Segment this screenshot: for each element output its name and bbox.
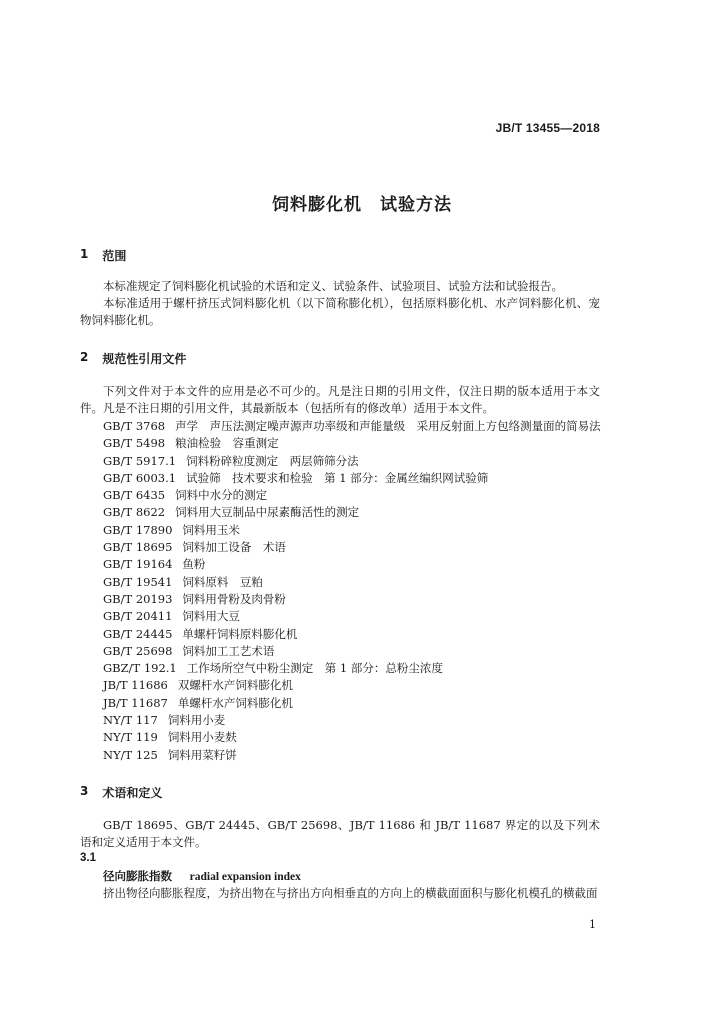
- reference-item: [103, 574, 601, 591]
- standard-code: JB/T 13455—2018: [495, 121, 600, 135]
- reference-item: [103, 695, 601, 712]
- scope-paragraph-2: 本标准适用于螺杆挤压式饲料膨化机（以下简称膨化机），包括原料膨化机、水产饲料膨化机、宠物饲料膨化机。: [80, 296, 600, 327]
- reference-title: 饲料用玉米: [182, 522, 240, 537]
- scope-paragraph-1: 本标准规定了饲料膨化机试验的术语和定义、试验条件、试验项目、试验方法和试验报告。: [103, 279, 563, 293]
- reference-title: 工作场所空气中粉尘测定 第 1 部分：总粉尘浓度: [186, 661, 443, 676]
- reference-item: [103, 435, 601, 452]
- term-name-zh: 径向膨胀指数: [103, 869, 172, 883]
- reference-code: GBZ/T 192.1: [103, 661, 177, 676]
- section-heading-terms-definitions: [80, 784, 162, 801]
- reference-item: [103, 712, 601, 729]
- reference-title: 饲料用菜籽饼: [167, 747, 237, 762]
- reference-item: [103, 539, 601, 556]
- section-number: 1: [80, 247, 89, 261]
- reference-title: 粮油检验 容重测定: [175, 436, 279, 451]
- reference-title: 鱼粉: [182, 557, 206, 572]
- reference-title: 声学 声压法测定噪声源声功率级和声能量级 采用反射面上方包络测量面的简易法: [175, 419, 601, 433]
- reference-title: 单螺杆饲料原料膨化机: [182, 626, 298, 641]
- reference-code: NY/T 119: [103, 730, 158, 745]
- reference-title: 饲料用大豆制品中尿素酶活性的测定: [175, 505, 360, 520]
- terms-intro: GB/T 18695、GB/T 24445、GB/T 25698、JB/T 11686 和 JB/T 11687 界定的以及下列术语和定义适用于本文件。: [80, 818, 600, 849]
- term-heading: [103, 868, 301, 886]
- reference-title: 饲料原料 豆粕: [182, 574, 263, 589]
- reference-title: 饲料加工设备 术语: [182, 540, 286, 555]
- reference-item: [103, 470, 601, 487]
- reference-item: [103, 677, 601, 694]
- reference-code: GB/T 6435: [103, 488, 166, 503]
- section-heading-scope: [80, 247, 126, 264]
- reference-item: [103, 626, 601, 643]
- reference-title: 饲料粉碎粒度测定 两层筛筛分法: [186, 453, 359, 468]
- reference-code: GB/T 19164: [103, 557, 173, 572]
- reference-code: GB/T 20411: [103, 609, 173, 624]
- document-title: 饲料膨化机 试验方法: [272, 195, 452, 215]
- reference-code: GB/T 17890: [103, 522, 173, 537]
- reference-title: 饲料加工工艺术语: [182, 643, 275, 658]
- reference-code: JB/T 11686: [103, 678, 168, 693]
- reference-title: 饲料用骨粉及肉骨粉: [182, 591, 286, 606]
- reference-code: GB/T 5917.1: [103, 453, 177, 468]
- reference-item: [103, 453, 601, 470]
- reference-title: 饲料用小麦麸: [167, 730, 237, 745]
- reference-item: [103, 522, 601, 539]
- section-number: 3: [80, 784, 89, 798]
- page-number: 1: [589, 918, 596, 931]
- section-title: 术语和定义: [102, 786, 163, 800]
- reference-item: [103, 418, 601, 435]
- term-number: 3.1: [80, 852, 96, 864]
- reference-item: [103, 729, 601, 746]
- reference-item: [103, 487, 601, 504]
- reference-title: 饲料用大豆: [182, 609, 240, 624]
- reference-title: 饲料中水分的测定: [175, 488, 268, 503]
- reference-list: [103, 418, 601, 764]
- reference-code: GB/T 19541: [103, 574, 173, 589]
- term-definition: 挤出物径向膨胀程度，为挤出物在与挤出方向相垂直的方向上的横截面面积与膨化机模孔的横截面: [103, 886, 598, 900]
- reference-title: 饲料用小麦: [167, 713, 226, 728]
- reference-code: GB/T 20193: [103, 591, 173, 606]
- reference-code: GB/T 3768: [103, 419, 166, 433]
- reference-code: NY/T 125: [103, 747, 158, 762]
- term-name-en: radial expansion index: [189, 871, 301, 883]
- reference-code: GB/T 18695: [103, 540, 173, 555]
- reference-code: JB/T 11687: [103, 695, 168, 710]
- reference-title: 双螺杆水产饲料膨化机: [177, 678, 293, 693]
- section-title: 规范性引用文件: [102, 352, 187, 366]
- reference-title: 单螺杆水产饲料膨化机: [177, 695, 293, 710]
- reference-code: GB/T 5498: [103, 436, 166, 451]
- reference-code: GB/T 24445: [103, 626, 173, 641]
- reference-item: [103, 660, 601, 677]
- references-intro: 下列文件对于本文件的应用是必不可少的。凡是注日期的引用文件，仅注日期的版本适用于本文件。凡是不注日期的引用文件，其最新版本（包括所有的修改单）适用于本文件。: [80, 384, 600, 415]
- section-heading-normative-references: [80, 350, 186, 367]
- reference-item: [103, 608, 601, 625]
- reference-title: 试验筛 技术要求和检验 第 1 部分：金属丝编织网试验筛: [186, 470, 489, 485]
- reference-item: [103, 504, 601, 521]
- reference-item: [103, 591, 601, 608]
- reference-code: GB/T 6003.1: [103, 470, 177, 485]
- reference-item: [103, 643, 601, 660]
- reference-item: [103, 747, 601, 764]
- section-title: 范围: [102, 249, 127, 263]
- section-number: 2: [80, 350, 89, 364]
- reference-code: GB/T 8622: [103, 505, 166, 520]
- reference-code: NY/T 117: [103, 713, 158, 728]
- reference-code: GB/T 25698: [103, 643, 173, 658]
- reference-item: [103, 556, 601, 573]
